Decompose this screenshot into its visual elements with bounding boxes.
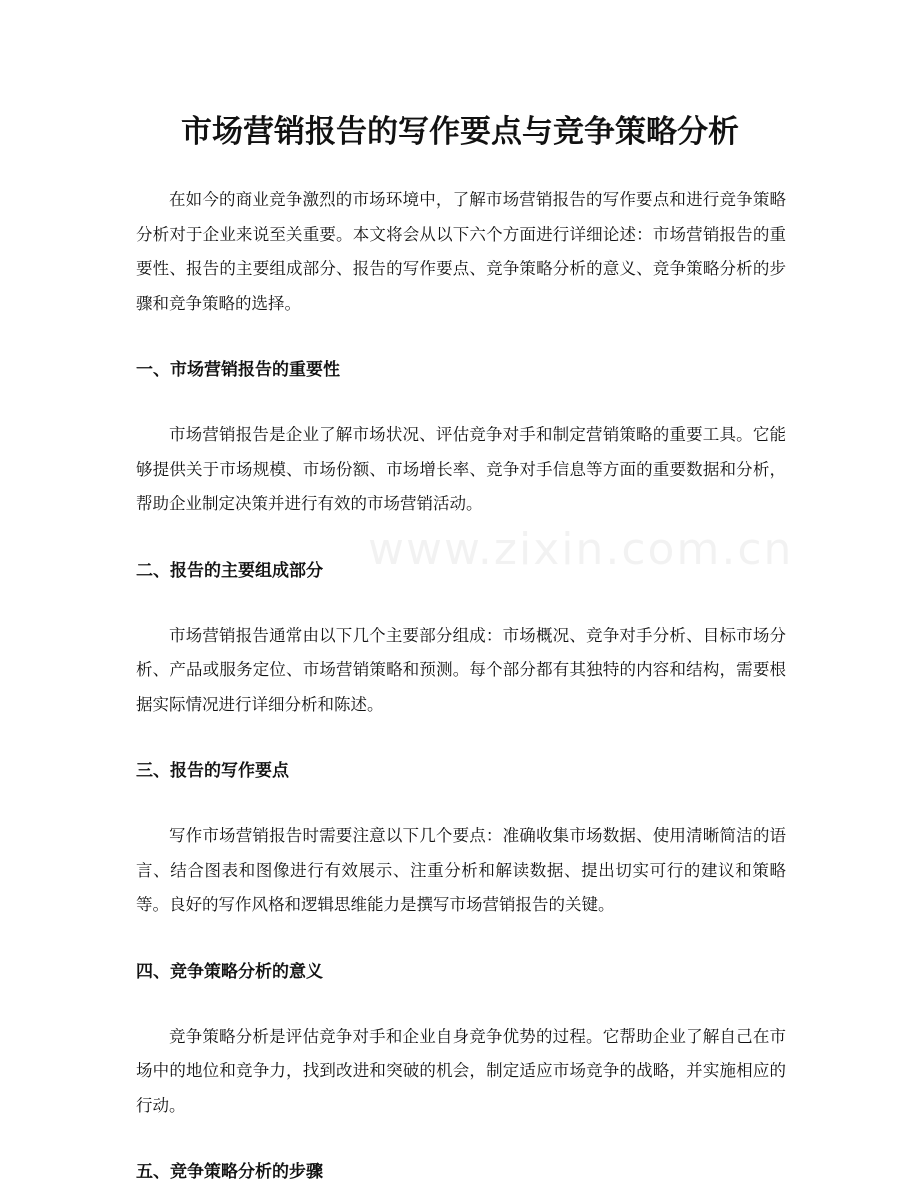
section-body-4: 竞争策略分析是评估竞争对手和企业自身竞争优势的过程。它帮助企业了解自己在市场中的地位和竞争力，找到改进和突破的机会，制定适应市场竞争的战略，并实施相应的行动。 bbox=[136, 1026, 786, 1115]
watermark: www.zixin.com.cn bbox=[368, 524, 794, 575]
section-heading-1: 一、市场营销报告的重要性 bbox=[136, 360, 340, 380]
section-heading-5: 五、竞争策略分析的步骤 bbox=[136, 1162, 323, 1182]
section-heading-2: 二、报告的主要组成部分 bbox=[136, 560, 323, 581]
document-body bbox=[136, 183, 786, 1187]
section-body-3: 写作市场营销报告时需要注意以下几个要点：准确收集市场数据、使用清晰简洁的语言、结合图表和图像进行有效展示、注重分析和解读数据、提出切实可行的建议和策略等。良好的写作风格和逻辑思维能力是撰写市场营销报告的关键。 bbox=[136, 826, 786, 914]
section-heading-4: 四、竞争策略分析的意义 bbox=[136, 961, 323, 982]
document-title: 市场营销报告的写作要点与竞争策略分析 bbox=[181, 114, 739, 150]
section-heading-3: 三、报告的写作要点 bbox=[136, 761, 289, 781]
section-body-2: 市场营销报告通常由以下几个主要部分组成：市场概况、竞争对手分析、目标市场分析、产品或服务定位、市场营销策略和预测。每个部分都有其独特的内容和结构，需要根据实际情况进行详细分析和陈述。 bbox=[136, 625, 786, 714]
intro-paragraph: 在如今的商业竞争激烈的市场环境中，了解市场营销报告的写作要点和进行竞争策略分析对于企业来说至关重要。本文将会从以下六个方面进行详细论述：市场营销报告的重要性、报告的主要组成部分、报告的写作要点、竞争策略分析的意义、竞争策略分析的步骤和竞争策略的选择。 bbox=[136, 190, 786, 313]
section-body-1: 市场营销报告是企业了解市场状况、评估竞争对手和制定营销策略的重要工具。它能够提供关于市场规模、市场份额、市场增长率、竞争对手信息等方面的重要数据和分析，帮助企业制定决策并进行有效的市场营销活动。 bbox=[136, 425, 786, 513]
